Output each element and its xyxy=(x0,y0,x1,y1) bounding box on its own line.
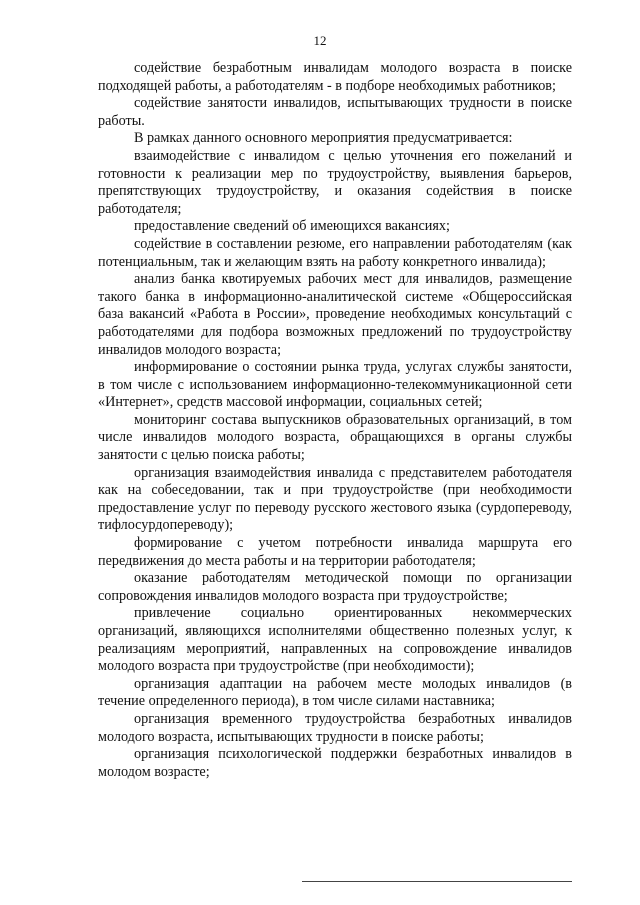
paragraph: предоставление сведений об имеющихся вакансиях; xyxy=(134,218,450,235)
paragraph: содействие в составлении резюме, его направлении работодателям (как потенциальным, так и желающим взять на работу конкретного инвалида); xyxy=(98,235,572,270)
page-number: 12 xyxy=(313,33,327,48)
paragraph: привлечение социально ориентированных некоммерческих организаций, являющихся исполнителями общественно полезных услуг, к реализациям мероприятий, направленных на сопровождение инвалидов молодого возраста при трудоустройстве (при необходимости); xyxy=(98,605,572,675)
paragraph: информирование о состоянии рынка труда, услугах службы занятости, в том числе с использованием информационно-телекоммуникационной сети «Интернет», средств массовой информации, социальных сетей; xyxy=(98,359,572,411)
paragraph: организация взаимодействия инвалида с представителем работодателя как на собеседовании, так и при трудоустройстве (при необходимости предоставление услуг по переводу русского жестового языка (сурдопереводу, тифлосурдопереводу); xyxy=(98,464,572,534)
paragraph: содействие безработным инвалидам молодого возраста в поиске подходящей работы, а работодателям - в подборе необходимых работников; xyxy=(98,60,572,94)
paragraph: организация адаптации на рабочем месте молодых инвалидов (в течение определенного периода), в том числе силами наставника; xyxy=(98,675,572,710)
paragraph: содействие занятости инвалидов, испытывающих трудности в поиске работы. xyxy=(98,95,572,129)
paragraph: организация временного трудоустройства безработных инвалидов молодого возраста, испытывающих трудности в поиске работы; xyxy=(98,710,572,745)
footer-rule xyxy=(302,881,572,882)
paragraph: анализ банка квотируемых рабочих мест для инвалидов, размещение такого банка в информационно-аналитической системе «Общероссийская база вакансий «Работа в России», проведение необходимых консультаций с работодателями для подбора возможных предложений по трудоустройству инвалидов молодого возраста; xyxy=(98,271,572,358)
paragraph: формирование с учетом потребности инвалида маршрута его передвижения до места работы и на территории работодателя; xyxy=(98,535,572,569)
paragraph: мониторинг состава выпускников образовательных организаций, в том числе инвалидов молодого возраста, обращающихся в органы службы занятости с целью поиска работы; xyxy=(98,411,572,464)
paragraph: взаимодействие с инвалидом с целью уточнения его пожеланий и готовности к реализации мер по трудоустройству, выявления барьеров, препятствующих трудоустройству, и оказания содействия в поиске работодателя; xyxy=(98,147,572,217)
document-body xyxy=(98,60,572,781)
paragraph: организация психологической поддержки безработных инвалидов в молодом возрасте; xyxy=(98,746,572,780)
paragraph: В рамках данного основного мероприятия предусматривается: xyxy=(134,130,513,147)
paragraph: оказание работодателям методической помощи по организации сопровождения инвалидов молодого возраста при трудоустройстве; xyxy=(98,570,572,604)
